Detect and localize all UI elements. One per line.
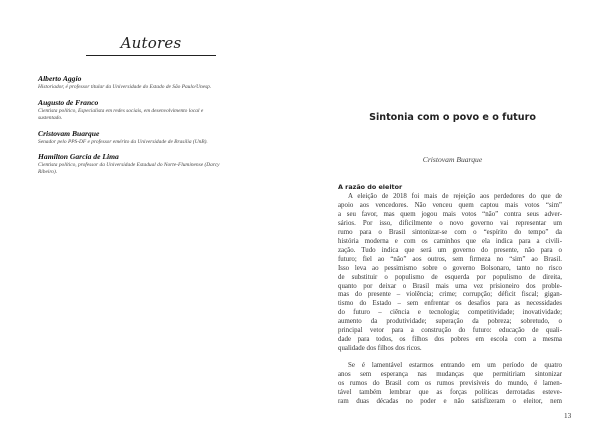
heading-rule: [86, 55, 216, 56]
text-line: anos sem esperança nas mudanças que permitiriam sintonizar: [338, 371, 562, 379]
author-name: Alberto Aggio: [38, 74, 82, 83]
article-title: Sintonia com o povo e o futuro: [369, 112, 536, 123]
author-entry: [38, 129, 270, 146]
text-line: sários. Por isso, dificilmente o novo governo vai representar um: [338, 219, 562, 227]
text-line: história moderna e com os caminhos que ela indica para a civili-: [338, 237, 562, 245]
author-entry: [38, 152, 270, 176]
text-line: quanto por deixar o Brasil mais uma vez prisioneiro dos proble-: [338, 282, 562, 290]
text-line: futuro; fiel ao “não” aos outros, sem firmeza no “sim” ao Brasil.: [338, 255, 562, 263]
text-line: dade para todos, os filhos dos pobres em escola com a mesma: [338, 336, 562, 344]
text-line: tismo do Estado – sem enfrentar os desafios para as necessidades: [338, 300, 562, 308]
text-line: a seu favor, mas quem jogou mais votos “não” contra seus adver-: [338, 210, 562, 218]
author-entry: [38, 74, 270, 91]
text-line: do futuro – ciência e tecnologia; competitividade; inovatividade;: [338, 309, 562, 317]
right-page: [300, 0, 600, 444]
author-description: Historiador, é professor titular da Universidade do Estado de São Paulo/Unesp.: [38, 84, 212, 90]
author-name: Cristovam Buarque: [38, 129, 100, 138]
author-name: Augusto de Franco: [38, 98, 99, 107]
text-line: principal vetor para a construção do futuro: educação de quali-: [338, 327, 562, 335]
author-description: Cientista político, Especialista em redes sociais, em desenvolvimento local e sustentado.: [38, 108, 204, 121]
text-line: Se é lamentável estarmos entrando em um período de quatro: [348, 362, 562, 370]
page-number: 13: [564, 412, 572, 420]
section-heading: A razão do eleitor: [338, 183, 403, 191]
author-entry: [38, 98, 270, 122]
text-line: mas do presente – violência; crime; corrupção; déficit fiscal; gigan-: [338, 291, 562, 299]
text-line: Isso leva ao pessimismo sobre o governo Bolsonaro, tanto no risco: [338, 264, 562, 272]
text-line: ram duas décadas no poder e não satisfizeram o eleitor, nem: [338, 397, 562, 405]
paragraph-gap: [338, 354, 562, 362]
article-body: [338, 193, 562, 407]
article-author: Cristovam Buarque: [422, 155, 483, 164]
text-line: de substituir o populismo de esquerda por populismo de direita,: [338, 273, 562, 281]
author-description: Senador pelo PPS-DF e professor emérito da Universidade de Brasília (UnB).: [38, 139, 208, 145]
text-line: A eleição de 2018 foi mais de rejeição aos perdedores do que de: [348, 193, 562, 200]
text-line: apoio aos vencedores. Não venceu quem captou mais votos “sim”: [338, 201, 562, 209]
author-description: Cientista político, professor da Universidade Estadual do Norte-Fluminense (Darcy Ribeiro).: [38, 162, 220, 175]
text-line: aumento da produtividade; superação da pobreza; sobretudo, o: [338, 318, 562, 326]
text-line: rumo para o Brasil sintonizar-se com o “espírito do tempo” da: [338, 228, 562, 236]
text-line: tável também lembrar que as forças políticas derrotadas esteve-: [338, 389, 562, 397]
text-line: qualidade dos filhos dos ricos.: [338, 345, 422, 353]
text-line: zação. Tudo indica que será um governo do presente, não para o: [338, 246, 562, 254]
authors-heading: Autores: [120, 34, 182, 52]
text-line: os rumos do Brasil com os rumos previsíveis do mundo, é lamen-: [338, 380, 562, 388]
author-name: Hamilton Garcia de Lima: [38, 152, 119, 161]
